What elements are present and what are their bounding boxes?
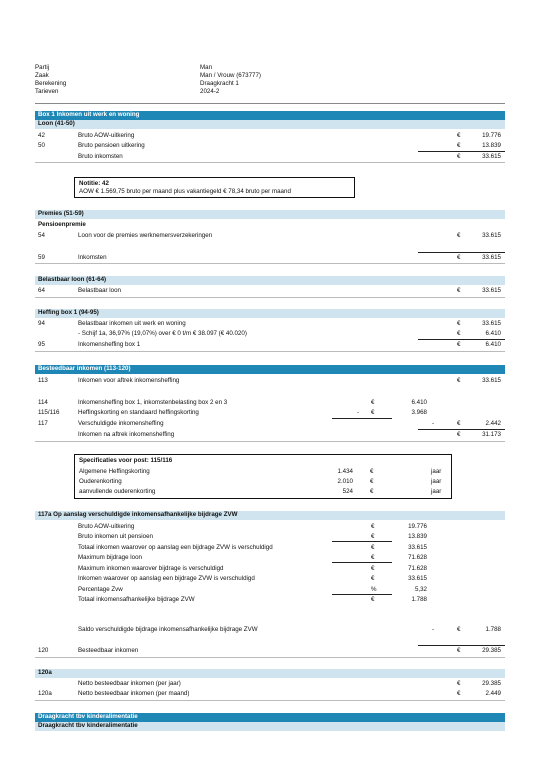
currency-symbol: €	[370, 468, 374, 475]
sum-line	[332, 562, 392, 563]
row-label: Verschuldigde inkomensheffing	[78, 420, 164, 427]
table-row	[35, 689, 505, 698]
row-label: Totaal inkomensafhankelijke bijdrage ZVW	[78, 596, 195, 603]
row-amount: 6.410	[411, 399, 427, 406]
divider	[35, 351, 505, 352]
row-label: Maximum bijdrage loon	[78, 554, 142, 561]
currency-symbol: €	[371, 399, 375, 406]
currency-symbol: €	[457, 680, 461, 687]
table-row	[35, 522, 505, 531]
currency-symbol: €	[457, 377, 461, 384]
spec-amount: 2.010	[337, 478, 353, 485]
currency-symbol: €	[457, 330, 461, 337]
meta-key: Zaak	[35, 72, 49, 79]
row-amount: 33.615	[408, 544, 427, 551]
note-box	[74, 177, 355, 198]
table-row	[35, 532, 505, 541]
row-label: Bruto AOW-uitkering	[78, 523, 135, 530]
currency-symbol: €	[371, 596, 375, 603]
row-label: Totaal inkomen waarover op aanslag een bijdrage ZVW is verschuldigd	[78, 544, 273, 551]
row-amount: 2.442	[485, 420, 501, 427]
currency-symbol: €	[371, 565, 375, 572]
row-label: Bruto inkomsten	[78, 153, 123, 160]
row-label: Besteedbaar inkomen	[78, 647, 139, 654]
table-row	[35, 553, 505, 562]
spec-label: aanvullende ouderenkorting	[79, 488, 156, 495]
row-code: 113	[38, 377, 48, 384]
sign: -	[432, 626, 435, 633]
currency-symbol: €	[457, 232, 461, 239]
currency-symbol: €	[457, 431, 461, 438]
divider	[35, 441, 505, 442]
row-amount: 6.410	[485, 330, 501, 337]
currency-symbol: €	[371, 523, 375, 530]
currency-symbol: €	[457, 626, 461, 633]
row-label: Netto besteedbaar inkomen (per jaar)	[78, 680, 181, 687]
table-row	[35, 131, 505, 140]
row-label: Inkomensheffing box 1, inkomstenbelasting box 2 en 3	[78, 399, 228, 406]
currency-symbol: €	[457, 647, 461, 654]
row-amount: 71.628	[408, 554, 427, 561]
spec-amount: 1.434	[337, 468, 353, 475]
meta-value: Man	[200, 64, 213, 71]
currency-symbol: €	[457, 287, 461, 294]
row-code: 59	[38, 254, 45, 261]
row-amount: 31.173	[482, 431, 501, 438]
section-header-besteedbaar: Besteedbaar inkomen (113-120)	[35, 365, 505, 374]
row-code: 64	[38, 287, 45, 294]
row-amount: 13.839	[482, 142, 501, 149]
spec-unit: jaar	[431, 488, 442, 495]
currency-symbol: €	[457, 341, 461, 348]
sign: -	[357, 409, 360, 416]
table-row	[35, 253, 505, 262]
row-label: Inkomsten	[78, 254, 107, 261]
row-label: Loon voor de premies werknemersverzekeringen	[78, 232, 213, 239]
row-amount: 3.968	[411, 409, 427, 416]
table-row	[35, 585, 505, 594]
row-code: 120a	[38, 690, 52, 697]
spec-title: Specificaties voor post: 115/116	[79, 457, 173, 464]
row-amount: 33.615	[408, 575, 427, 582]
section-header-draagkracht: Draagkracht tbv kinderalimentatie	[35, 713, 505, 722]
row-label: Belastbaar loon	[78, 287, 121, 294]
sign: -	[432, 420, 435, 427]
subsection-label	[35, 220, 505, 229]
currency-symbol: %	[371, 586, 377, 593]
subsection-header-draagkracht: Draagkracht tbv kinderalimentatie	[35, 722, 505, 731]
currency-symbol: €	[457, 690, 461, 697]
spec-amount: 524	[342, 488, 353, 495]
row-label: Inkomensheffing box 1	[78, 341, 141, 348]
currency-symbol: €	[457, 254, 461, 261]
row-label: Heffingskorting en standaard heffingskorting	[78, 409, 199, 416]
row-label: Bruto AOW-uitkering	[78, 132, 135, 139]
table-row	[35, 408, 505, 417]
row-label: Inkomen waarover op aanslag een bijdrage ZVW is verschuldigd	[78, 575, 255, 582]
row-label: Netto besteedbaar inkomen (per maand)	[78, 690, 190, 697]
row-label: Inkomen na aftrek inkomensheffing	[78, 431, 175, 438]
currency-symbol: €	[370, 478, 374, 485]
spec-unit: jaar	[431, 478, 442, 485]
currency-symbol: €	[370, 488, 374, 495]
row-label: Percentage Zvw	[78, 586, 123, 593]
table-row	[35, 646, 505, 655]
meta-key: Tarieven	[35, 88, 59, 95]
row-amount: 5,32	[414, 586, 427, 593]
currency-symbol: €	[371, 554, 375, 561]
row-amount: 33.615	[482, 153, 501, 160]
row-label: Maximum inkomen waarover bijdrage is verschuldigd	[78, 565, 224, 572]
row-amount: 71.628	[408, 565, 427, 572]
row-label: Bruto pensioen uitkering	[78, 142, 145, 149]
row-amount: 33.615	[482, 377, 501, 384]
table-row	[35, 329, 505, 338]
table-row	[35, 319, 505, 328]
divider	[35, 700, 505, 701]
currency-symbol: €	[371, 409, 375, 416]
section-header-premies: Premies (51-59)	[35, 210, 505, 219]
row-code: 117	[38, 420, 48, 427]
currency-symbol: €	[457, 132, 461, 139]
table-row	[35, 625, 505, 634]
row-code: 94	[38, 320, 45, 327]
note-text: AOW € 1.569,75 bruto per maand plus vakantiegeld € 78,34 bruto per maand	[79, 188, 291, 195]
table-row	[35, 430, 505, 439]
row-code: 50	[38, 142, 45, 149]
divider	[35, 103, 505, 104]
row-amount: 1.788	[411, 596, 427, 603]
row-code: 95	[38, 341, 45, 348]
row-code: 120	[38, 647, 49, 654]
subsection-title: Pensioenpremie	[38, 221, 86, 228]
table-row	[35, 376, 505, 385]
section-header-zvw: 117a Op aanslag verschuldigde inkomensafhankelijke bijdrage ZVW	[35, 511, 505, 520]
section-header-heffing: Heffing box 1 (94-95)	[35, 309, 505, 318]
table-row	[35, 231, 505, 240]
table-row	[35, 286, 505, 295]
currency-symbol: €	[457, 142, 461, 149]
table-row	[35, 419, 505, 428]
row-amount: 19.776	[408, 523, 427, 530]
row-amount: 29.385	[482, 680, 501, 687]
meta-value: Draagkracht 1	[200, 80, 239, 87]
row-amount: 33.615	[482, 232, 501, 239]
row-amount: 19.776	[482, 132, 501, 139]
currency-symbol: €	[371, 533, 375, 540]
row-label: Inkomen voor aftrek inkomensheffing	[78, 377, 180, 384]
table-row	[35, 543, 505, 552]
row-amount: 29.385	[482, 647, 501, 654]
note-title: Notitie: 42	[79, 180, 109, 187]
table-row	[35, 398, 505, 407]
table-row	[35, 574, 505, 583]
row-amount: 33.615	[482, 287, 501, 294]
sum-line	[332, 541, 392, 542]
currency-symbol: €	[457, 320, 461, 327]
specification-box	[74, 454, 452, 499]
table-row	[35, 595, 505, 604]
spec-unit: jaar	[431, 468, 442, 475]
meta-value: 2024-2	[200, 88, 220, 95]
meta-key: Berekening	[35, 80, 67, 87]
row-code: 54	[38, 232, 45, 239]
currency-symbol: €	[457, 420, 461, 427]
section-header-belastbaar-loon: Belastbaar loon (61-64)	[35, 276, 505, 285]
spec-label: Algemene Heffingskorting	[79, 468, 150, 475]
row-amount: 33.615	[482, 320, 501, 327]
row-amount: 2.449	[485, 690, 501, 697]
row-code: 114	[38, 399, 48, 406]
row-amount: 1.788	[485, 626, 501, 633]
row-code: 42	[38, 132, 45, 139]
row-amount: 13.839	[408, 533, 427, 540]
table-row	[35, 152, 505, 161]
subsection-header-loon: Loon (41-50)	[35, 120, 505, 129]
row-label: - Schijf 1a, 36,97% (19,07%) over € 0 t/m € 38.097 (€ 40.020)	[78, 330, 247, 337]
currency-symbol: €	[371, 575, 375, 582]
meta-key: Partij	[35, 64, 50, 71]
section-header-120a: 120a	[35, 669, 505, 678]
table-row	[35, 340, 505, 349]
row-amount: 6.410	[485, 341, 501, 348]
row-label: Bruto inkomen uit pensioen	[78, 533, 153, 540]
divider	[35, 162, 505, 163]
divider	[35, 297, 505, 298]
currency-symbol: €	[457, 153, 461, 160]
table-row	[35, 141, 505, 150]
meta-value: Man / Vrouw (673777)	[200, 72, 261, 79]
divider	[35, 263, 505, 264]
row-amount: 33.615	[482, 254, 501, 261]
spec-label: Ouderenkorting	[79, 478, 122, 485]
row-label: Saldo verschuldigde bijdrage inkomensafhankelijke bijdrage ZVW	[78, 626, 258, 633]
section-header-box1: Box 1 Inkomen uit werk en woning	[35, 111, 505, 120]
table-row	[35, 564, 505, 573]
row-code: 115/116	[38, 409, 60, 416]
divider	[35, 657, 505, 658]
table-row	[35, 679, 505, 688]
row-label: Belastbaar inkomen uit werk en woning	[78, 320, 186, 327]
currency-symbol: €	[371, 544, 375, 551]
